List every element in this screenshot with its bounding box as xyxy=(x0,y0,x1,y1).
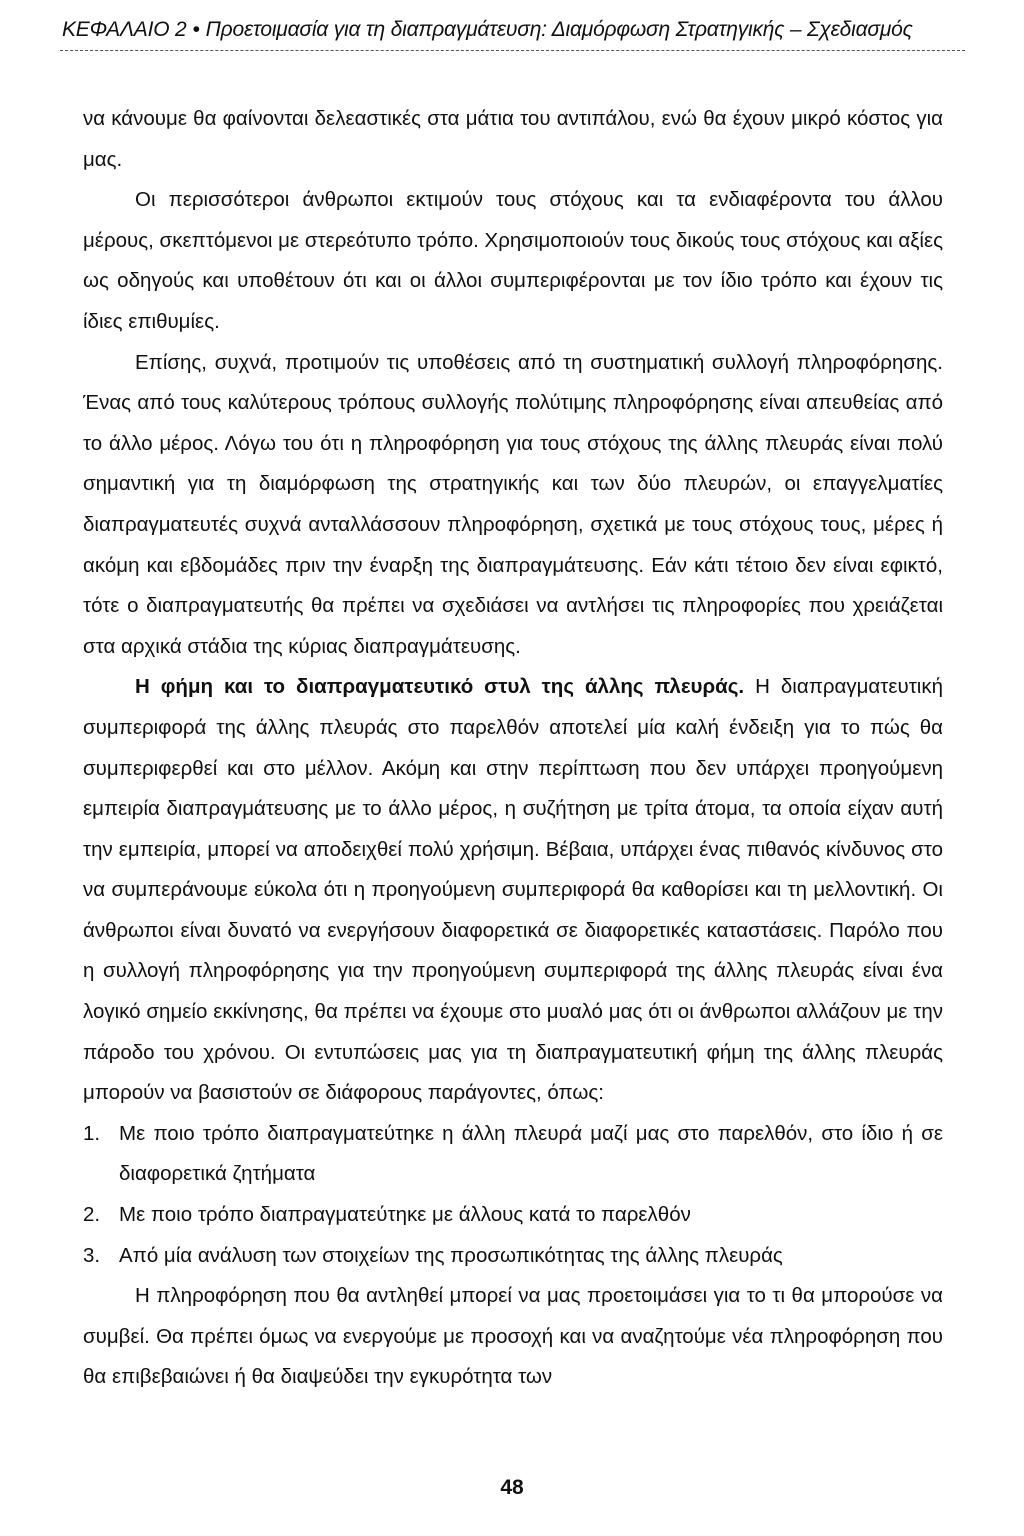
list-number: 1. xyxy=(83,1121,101,1145)
list-item xyxy=(83,1195,943,1236)
list-text: Με ποιο τρόπο διαπραγματεύτηκε με άλλους κατά το παρελθόν xyxy=(119,1203,691,1227)
page-number: 48 xyxy=(500,1476,524,1499)
paragraph-stereotypes: Οι περισσότεροι άνθρωποι εκτιμούν τους στόχους και τα ενδιαφέροντα του άλλου μέρους, σκεπτόμενοι με στερεότυπο τρόπο. Χρησιμοποιούν τους δικούς τους στόχους και αξίες ως οδηγούς και υποθέτουν ότι και οι άλλοι συμπεριφέρονται με τον ίδιο τρόπο και έχουν τις ίδιες επιθυμίες. xyxy=(83,188,943,333)
paragraph-reputation xyxy=(83,667,943,1114)
list-item xyxy=(83,1114,943,1195)
chapter-label: ΚΕΦΑΛΑΙΟ 2 xyxy=(62,18,187,41)
list-text: Από μία ανάλυση των στοιχείων της προσωπικότητας της άλλης πλευράς xyxy=(119,1243,783,1267)
paragraph-closing: Η πληροφόρηση που θα αντληθεί μπορεί να μας προετοιμάσει για το τι θα μπορούσε να συμβεί. Θα πρέπει όμως να ενεργούμε με προσοχή και να αναζητούμε νέα πληροφόρηση που θα επιβεβαιώνει ή θα διαψεύδει την εγκυρότητα των xyxy=(83,1284,943,1389)
running-header xyxy=(62,18,962,42)
reputation-heading: Η φήμη και το διαπραγματευτικό στυλ της άλλης πλευράς. xyxy=(135,675,745,699)
paragraph-information-gathering: Επίσης, συχνά, προτιμούν τις υποθέσεις από τη συστηματική συλλογή πληροφόρησης. Ένας από τους καλύτερους τρόπους συλλογής πολύτιμης πληροφόρησης είναι απευθείας από το άλλο μέρος. Λόγω του ότι η πληροφόρηση για τους στόχους της άλλης πλευράς είναι πολύ σημαντική για τη διαμόρφωση της στρατηγικής και των δύο πλευρών, οι επαγγελματίες διαπραγματευτές συχνά ανταλλάσσουν πληροφόρηση, σχετικά με τους στόχους τους, μέρες ή ακόμη και εβδομάδες πριν την έναρξη της διαπραγμάτευσης. Εάν κάτι τέτοιο δεν είναι εφικτό, τότε ο διαπραγματευτής θα πρέπει να σχεδιάσει να αντλήσει τις πληροφορίες που χρειάζεται στα αρχικά στάδια της κύριας διαπραγμάτευσης. xyxy=(83,350,943,658)
header-rule xyxy=(60,50,965,51)
chapter-title: Προετοιμασία για τη διαπραγμάτευση: Διαμόρφωση Στρατηγικής – Σχεδιασμός xyxy=(205,18,913,41)
paragraph-continuation: να κάνουμε θα φαίνονται δελεαστικές στα μάτια του αντιπάλου, ενώ θα έχουν μικρό κόστος για μας. xyxy=(83,107,943,171)
reputation-text: Η διαπραγματευτική συμπεριφορά της άλλης πλευράς στο παρελθόν αποτελεί μία καλή ένδειξη για το πώς θα συμπεριφερθεί και στο μέλλον. Ακόμη και στην περίπτωση που δεν υπάρχει προηγούμενη εμπειρία διαπραγμάτευσης με το άλλο μέρος, η συζήτηση με τρίτα άτομα, τα οποία είχαν αυτή την εμπειρία, μπορεί να αποδειχθεί πολύ χρήσιμη. Βέβαια, υπάρχει ένας πιθανός κίνδυνος στο να συμπεράνουμε εύκολα ότι η προηγούμενη συμπεριφορά θα καθορίσει και τη μελλοντική. Οι άνθρωποι είναι δυνατό να ενεργήσουν διαφορετικά σε διαφορετικές καταστάσεις. Παρόλο που η συλλογή πληροφόρησης για την προηγούμενη συμπεριφορά της άλλης πλευράς είναι ένα λογικό σημείο εκκίνησης, θα πρέπει να έχουμε στο μυαλό μας ότι οι άνθρωποι αλλάζουν με την πάροδο του χρόνου. Οι εντυπώσεις μας για τη διαπραγματευτική φήμη της άλλης πλευράς μπορούν να βασιστούν σε διάφορους παράγοντες, όπως: xyxy=(83,675,944,1105)
factors-list xyxy=(83,1114,943,1276)
list-item xyxy=(83,1236,943,1277)
list-text: Με ποιο τρόπο διαπραγματεύτηκε η άλλη πλευρά μαζί μας στο παρελθόν, στο ίδιο ή σε διαφορετικά ζητήματα xyxy=(119,1121,943,1186)
header-bullet: • xyxy=(192,18,200,41)
list-number: 2. xyxy=(83,1203,101,1227)
page-body xyxy=(83,99,943,1398)
list-number: 3. xyxy=(83,1243,101,1267)
